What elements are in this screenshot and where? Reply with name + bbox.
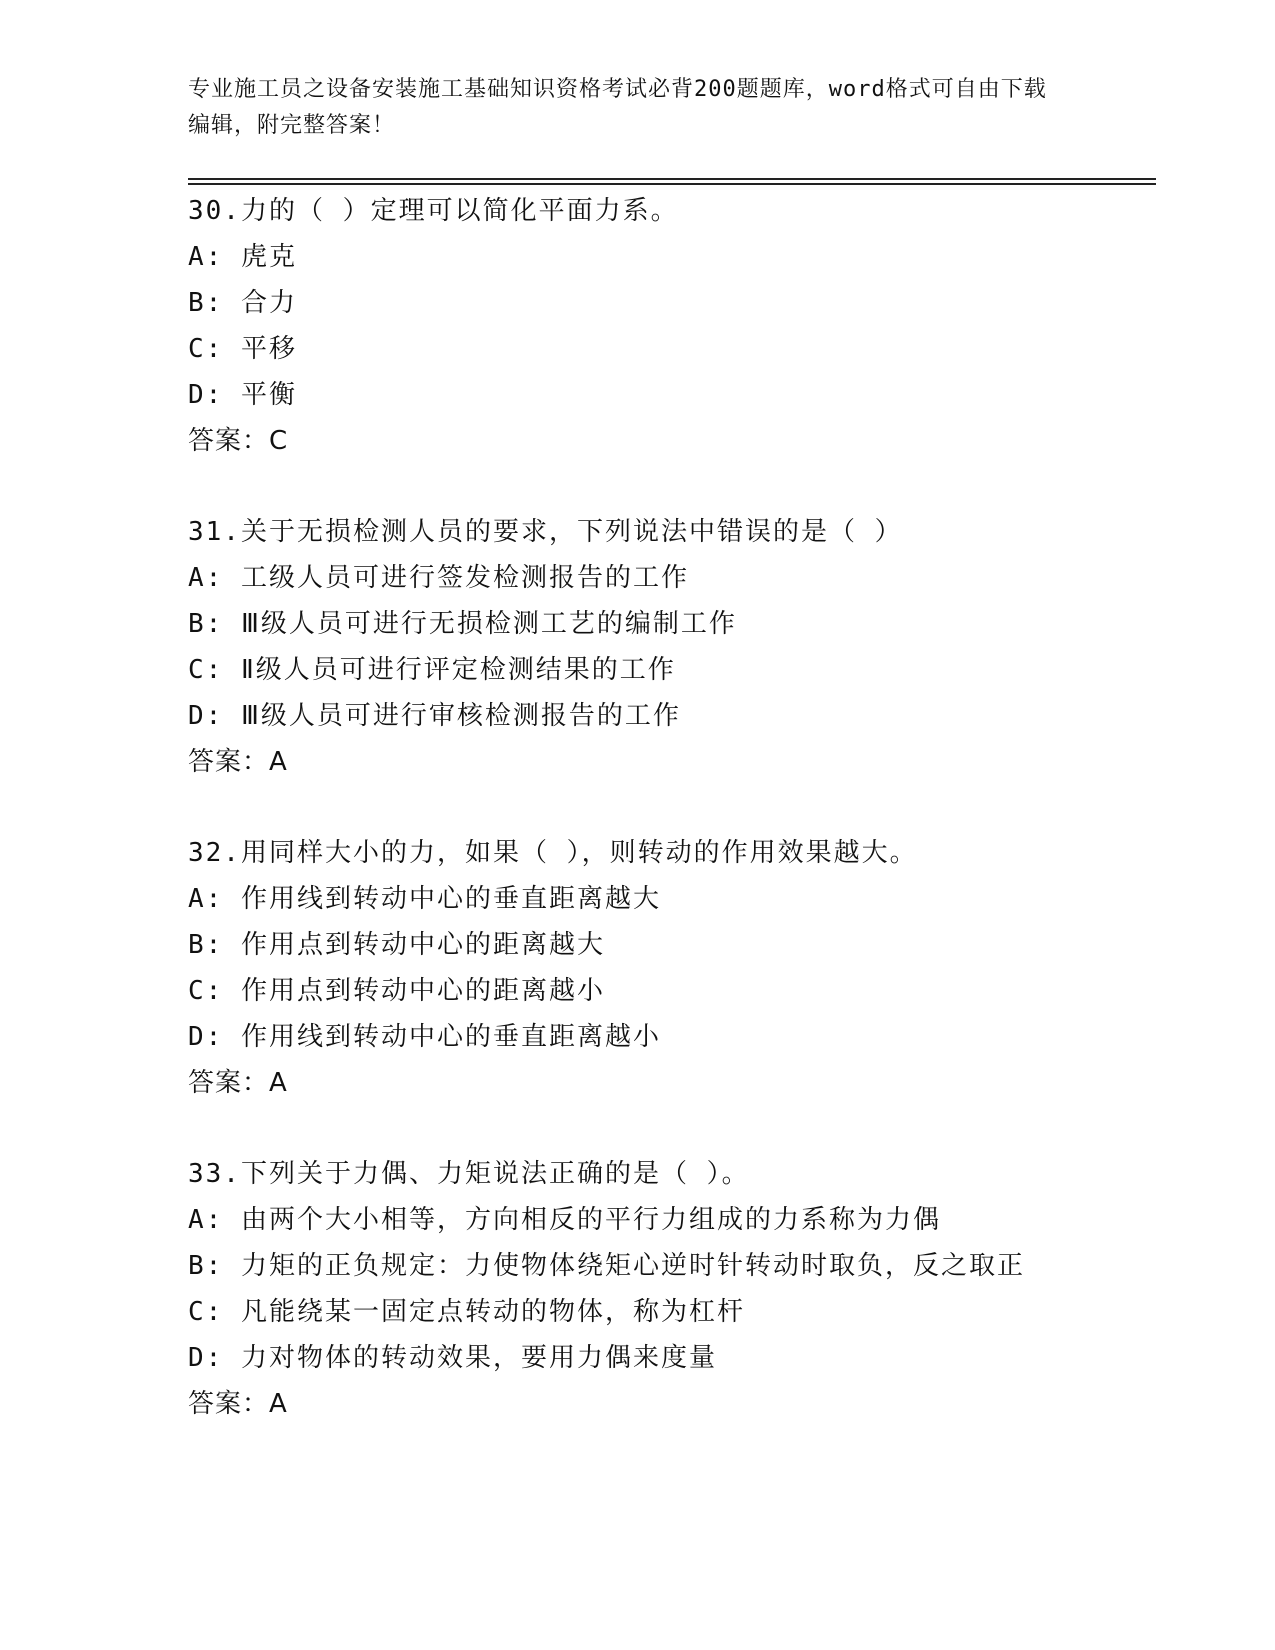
option-a: A: 工级人员可进行签发检测报告的工作 <box>188 563 689 593</box>
header-rule-bottom <box>188 183 1156 185</box>
option-c: C: 凡能绕某一固定点转动的物体，称为杠杆 <box>188 1297 745 1327</box>
answer-line: 答案：C <box>188 426 289 456</box>
question-stem: 33.下列关于力偶、力矩说法正确的是（ ）。 <box>188 1159 750 1189</box>
header-rule-top <box>188 178 1156 180</box>
question-list <box>188 188 1156 1472</box>
question-stem: 30.力的（ ）定理可以简化平面力系。 <box>188 196 679 226</box>
question-31 <box>188 509 1156 785</box>
question-30 <box>188 188 1156 464</box>
answer-line: 答案：A <box>188 1389 288 1419</box>
answer-line: 答案：A <box>188 1068 288 1098</box>
question-stem: 32.用同样大小的力，如果（ ），则转动的作用效果越大。 <box>188 838 918 868</box>
option-c: C: 平移 <box>188 334 297 364</box>
option-b: B: 作用点到转动中心的距离越大 <box>188 930 605 960</box>
question-33 <box>188 1151 1156 1427</box>
option-a: A: 虎克 <box>188 242 297 272</box>
question-32 <box>188 830 1156 1106</box>
question-stem: 31.关于无损检测人员的要求，下列说法中错误的是（ ） <box>188 517 903 547</box>
option-b: B: 力矩的正负规定：力使物体绕矩心逆时针转动时取负，反之取正 <box>188 1251 1025 1281</box>
option-b: B: Ⅲ级人员可进行无损检测工艺的编制工作 <box>188 609 737 639</box>
document-header: 专业施工员之设备安装施工基础知识资格考试必背200题题库，word格式可自由下载编辑，附完整答案！ <box>188 77 1047 138</box>
option-d: D: 作用线到转动中心的垂直距离越小 <box>188 1022 661 1052</box>
option-d: D: 力对物体的转动效果，要用力偶来度量 <box>188 1343 717 1373</box>
option-a: A: 由两个大小相等，方向相反的平行力组成的力系称为力偶 <box>188 1205 941 1235</box>
answer-line: 答案：A <box>188 747 288 777</box>
option-c: C: Ⅱ级人员可进行评定检测结果的工作 <box>188 655 676 685</box>
option-c: C: 作用点到转动中心的距离越小 <box>188 976 605 1006</box>
option-d: D: Ⅲ级人员可进行审核检测报告的工作 <box>188 701 681 731</box>
option-b: B: 合力 <box>188 288 297 318</box>
option-d: D: 平衡 <box>188 380 297 410</box>
option-a: A: 作用线到转动中心的垂直距离越大 <box>188 884 661 914</box>
